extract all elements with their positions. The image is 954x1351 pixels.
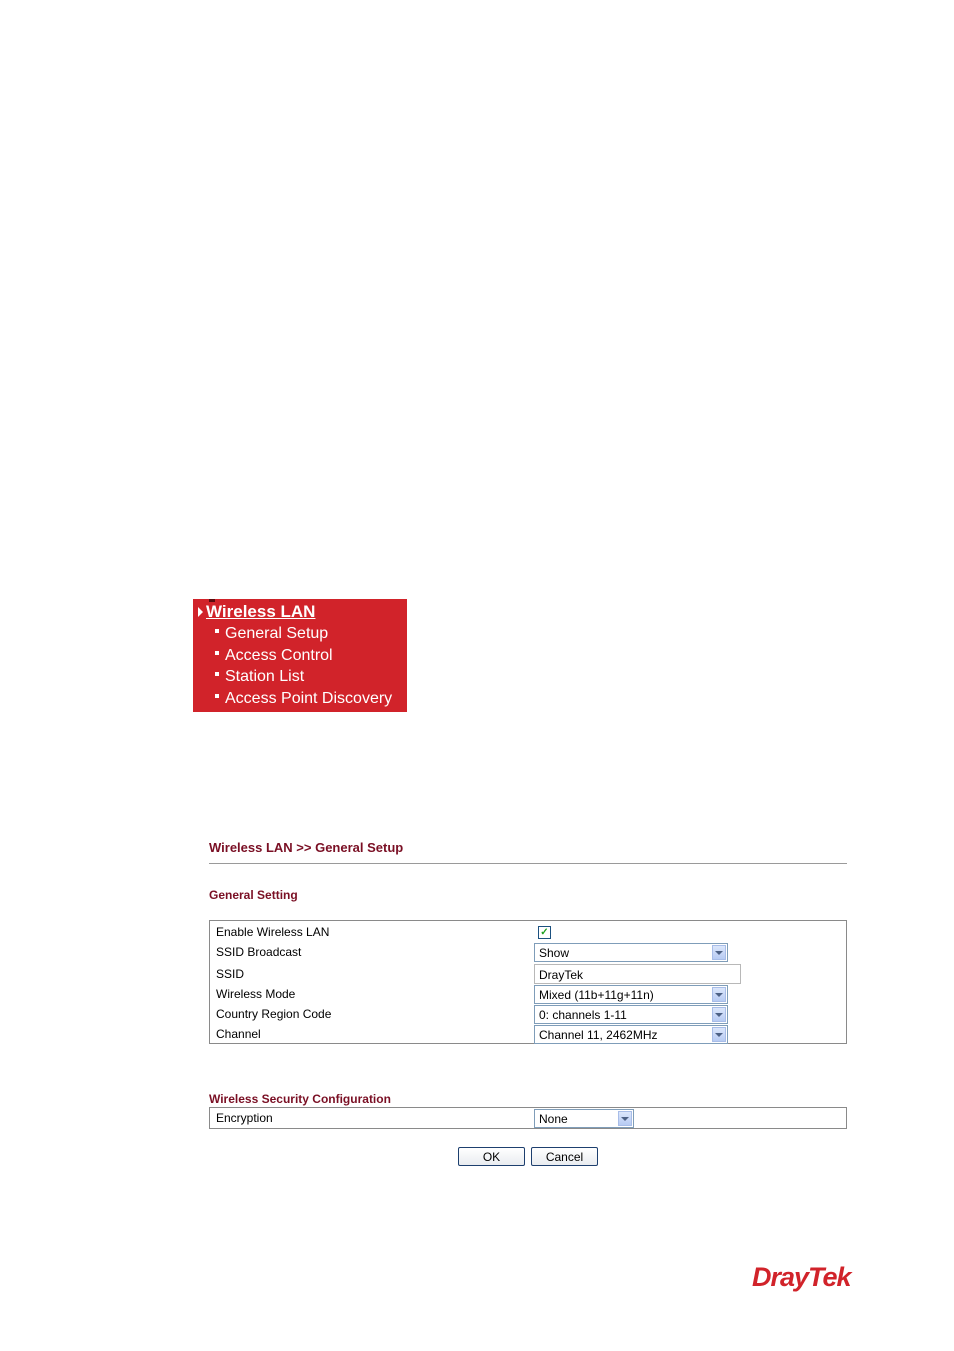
draytek-logo: DrayTek — [752, 1262, 851, 1292]
bullet-icon — [215, 629, 219, 633]
expand-arrow-icon — [198, 607, 203, 617]
bullet-icon — [215, 672, 219, 676]
wireless-mode-label: Wireless Mode — [216, 987, 296, 1001]
enable-wireless-checkbox[interactable] — [538, 926, 551, 939]
wireless-mode-select[interactable] — [534, 985, 728, 1004]
menu-item-access-control[interactable] — [215, 646, 333, 666]
chevron-down-icon[interactable] — [712, 987, 726, 1002]
menu-item-label: Station List — [225, 668, 305, 685]
menu-item-general-setup[interactable] — [215, 624, 328, 644]
bullet-icon — [215, 694, 219, 698]
row-enable-wireless — [210, 922, 846, 942]
channel-value: Channel 11, 2462MHz — [539, 1028, 658, 1042]
ok-button[interactable]: OK — [458, 1147, 525, 1166]
menu-header-wireless-lan[interactable] — [198, 602, 315, 622]
ssid-broadcast-label: SSID Broadcast — [216, 945, 302, 959]
channel-label: Channel — [216, 1027, 261, 1041]
encryption-value: None — [539, 1112, 568, 1126]
wireless-lan-menu — [193, 599, 407, 712]
row-channel — [210, 1024, 846, 1044]
country-region-select[interactable] — [534, 1005, 728, 1024]
encryption-select[interactable] — [534, 1109, 634, 1128]
country-region-label: Country Region Code — [216, 1007, 332, 1021]
row-ssid-broadcast — [210, 942, 846, 962]
row-wireless-mode — [210, 984, 846, 1004]
chevron-down-icon[interactable] — [712, 1027, 726, 1042]
row-encryption — [210, 1108, 846, 1128]
bullet-icon — [215, 651, 219, 655]
general-setting-heading: General Setting — [209, 888, 298, 902]
wireless-mode-value: Mixed (11b+11g+11n) — [539, 988, 654, 1002]
check-icon: ✓ — [540, 926, 549, 938]
row-ssid — [210, 962, 846, 984]
menu-item-label: General Setup — [225, 625, 329, 642]
menu-item-label: Access Point Discovery — [225, 690, 393, 707]
ssid-broadcast-value: Show — [539, 946, 570, 960]
country-region-value: 0: channels 1-11 — [539, 1008, 627, 1022]
chevron-down-icon[interactable] — [712, 1007, 726, 1022]
page-title: Wireless LAN >> General Setup — [209, 840, 404, 855]
menu-item-access-point-discovery[interactable] — [215, 689, 392, 709]
ssid-input[interactable] — [534, 964, 741, 984]
title-divider — [209, 863, 847, 864]
menu-item-label: Access Control — [225, 647, 333, 664]
ssid-label: SSID — [216, 967, 245, 981]
cancel-button[interactable]: Cancel — [531, 1147, 598, 1166]
row-country-region — [210, 1004, 846, 1024]
channel-select[interactable] — [534, 1025, 728, 1044]
chevron-down-icon[interactable] — [712, 945, 726, 960]
encryption-label: Encryption — [216, 1111, 273, 1125]
menu-header-label: Wireless LAN — [206, 602, 316, 621]
general-setting-table — [209, 920, 847, 1044]
menu-item-station-list[interactable] — [215, 667, 304, 687]
chevron-down-icon[interactable] — [618, 1111, 632, 1126]
enable-wireless-label: Enable Wireless LAN — [216, 925, 330, 939]
ssid-broadcast-select[interactable] — [534, 943, 728, 962]
security-config-heading: Wireless Security Configuration — [209, 1092, 391, 1106]
security-config-table — [209, 1107, 847, 1129]
ssid-value: DrayTek — [539, 968, 584, 982]
